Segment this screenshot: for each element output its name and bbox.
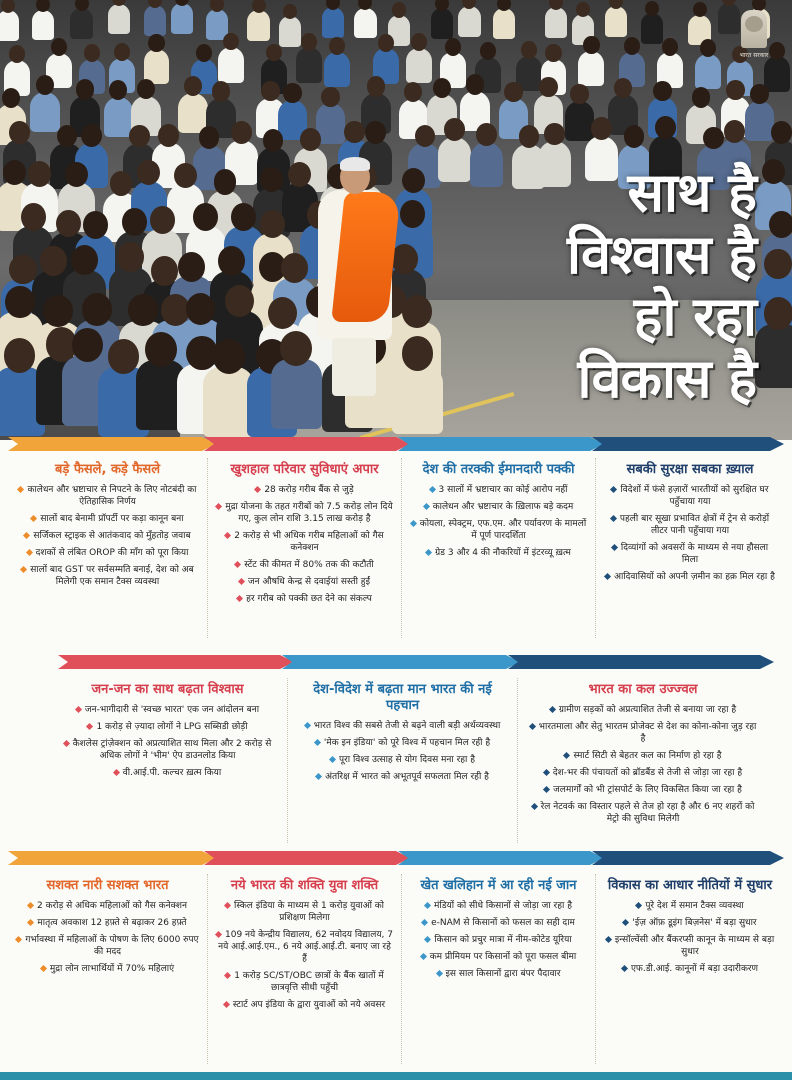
bullet-item bbox=[56, 704, 279, 716]
bullet-icon bbox=[27, 902, 34, 909]
bullet-text: स्मार्ट सिटी से बेहतर कल का निर्माण हो रहा है bbox=[573, 751, 722, 761]
bullet-icon bbox=[224, 532, 231, 539]
section-row1-2 bbox=[402, 458, 596, 638]
bullet-item bbox=[604, 571, 776, 583]
bullet-text: आदिवासियों को अपनी ज़मीन का हक़ मिल रहा है bbox=[614, 572, 775, 582]
bullet-icon bbox=[234, 561, 241, 568]
bullet-text: वी.आई.पी. कल्चर ख़त्म किया bbox=[122, 768, 222, 778]
bullet-item bbox=[526, 750, 760, 762]
bullet-icon bbox=[236, 595, 243, 602]
section-title: बड़े फैसले, कड़े फैसले bbox=[54, 462, 161, 477]
bullet-text: दिव्यांगों को अवसरों के माध्यम से नया हौसला मिला bbox=[620, 543, 769, 565]
bullet-text: कोयला, स्पेक्ट्रम, एफ.एम. और पर्यावरण के मामलों में पूर्ण पारदर्शिता bbox=[419, 519, 587, 541]
arrow-segment bbox=[8, 437, 216, 451]
section-title: नये भारत की शक्ति युवा शक्ति bbox=[230, 878, 379, 893]
bullet-icon bbox=[604, 573, 611, 580]
bullet-item bbox=[410, 934, 587, 946]
bullet-text: 'मेक इन इंडिया' को पूरे विश्व में पहचान मिल रही है bbox=[323, 738, 491, 748]
section-row3-2 bbox=[402, 874, 596, 1064]
bullet-text: इस साल किसानों द्वारा बंपर पैदावार bbox=[445, 969, 561, 979]
bullet-icon bbox=[563, 752, 570, 759]
arrow-strip-2 bbox=[8, 655, 784, 669]
section-row2-2 bbox=[518, 678, 768, 843]
bullet-text: भारत विश्व की सबसे तेजी से बढ़ने वाली बड़ी अर्थव्यवस्था bbox=[313, 721, 501, 731]
arrow-segment bbox=[592, 437, 784, 451]
bullet-item bbox=[410, 518, 587, 542]
bullet-text: 1 करोड़ SC/ST/OBC छात्रों के बैंक खातों में छात्रवृत्ति सीधी पहुँची bbox=[234, 971, 384, 993]
section-title: जन-जन का साथ बढ़ता विश्वास bbox=[91, 682, 244, 697]
arrow-segment bbox=[8, 851, 216, 865]
bullet-icon bbox=[635, 902, 642, 909]
bullet-item bbox=[56, 738, 279, 762]
bullet-icon bbox=[215, 503, 222, 510]
bullet-item bbox=[216, 501, 393, 525]
section-row2-0 bbox=[48, 678, 288, 843]
bullet-text: पूरे देश में समान टैक्स व्यवस्था bbox=[645, 901, 744, 911]
section-title: देश-विदेश में बढ़ता मान भारत की नई पहचान bbox=[313, 682, 492, 713]
bullet-item bbox=[16, 934, 199, 958]
bullet-icon bbox=[543, 786, 550, 793]
bullet-text: मुद्रा योजना के तहत गरीबों को 7.5 करोड़ लोन दिये गए, कुल लोन राशि 3.15 लाख करोड़ है bbox=[225, 502, 393, 524]
bullet-list bbox=[16, 900, 199, 975]
arrow-segment bbox=[58, 655, 294, 669]
bullet-item bbox=[296, 754, 509, 766]
bullet-icon bbox=[610, 486, 617, 493]
bullet-text: 2 करोड़ से भी अधिक गरीब महिलाओं को गैस कनेक्शन bbox=[234, 531, 384, 553]
headline-line-1: साथ है bbox=[627, 161, 756, 224]
bullet-item bbox=[16, 484, 199, 508]
bullet-list bbox=[16, 484, 199, 588]
arrow-segment bbox=[398, 437, 604, 451]
bullet-icon bbox=[424, 902, 431, 909]
section-title: सबकी सुरक्षा सबका ख़्याल bbox=[626, 462, 754, 477]
bullet-list bbox=[56, 704, 279, 779]
bullet-item bbox=[16, 917, 199, 929]
section-title: खुशहाल परिवार सुविधाएं अपार bbox=[230, 462, 379, 477]
bullet-icon bbox=[611, 544, 618, 551]
bullet-item bbox=[216, 576, 393, 588]
bullet-icon bbox=[224, 902, 231, 909]
bullet-icon bbox=[215, 931, 222, 938]
bullet-text: अंतरिक्ष में भारत को अभूतपूर्व सफलता मिल रही है bbox=[325, 772, 489, 782]
bullet-item bbox=[604, 484, 776, 508]
bullet-icon bbox=[26, 549, 33, 556]
bullet-list bbox=[526, 704, 760, 825]
bullet-text: स्टेंट की कीमत में 80% तक की कटौती bbox=[244, 560, 374, 570]
bullet-text: देश-भर की पंचायतों को ब्रॉडबैंड से तेजी से जोड़ा जा रहा है bbox=[552, 768, 743, 778]
bullet-item bbox=[526, 784, 760, 796]
bullet-item bbox=[296, 771, 509, 783]
bullet-item bbox=[604, 542, 776, 566]
bullet-text: विदेशों में फंसे हज़ारों भारतीयों को सुरक्षित घर पहुँचाया गया bbox=[620, 485, 769, 507]
arrow-segment bbox=[282, 655, 520, 669]
bullet-icon bbox=[63, 740, 70, 747]
section-title: विकास का आधार नीतियों में सुधार bbox=[607, 878, 773, 893]
leader-figure bbox=[300, 160, 410, 400]
bullet-text: 28 करोड़ गरीब बैंक से जुड़े bbox=[264, 485, 354, 495]
arrow-segment bbox=[592, 851, 784, 865]
bullet-item bbox=[410, 917, 587, 929]
bullet-text: ग्रेड 3 और 4 की नौकरियों में इंटरव्यू ख़त्म bbox=[435, 548, 571, 558]
bullet-icon bbox=[315, 773, 322, 780]
bullet-list bbox=[410, 900, 587, 980]
bullet-text: इन्सॉल्वेंसी और बैंकरप्सी कानून के माध्यम से बड़ा सुधार bbox=[614, 935, 775, 957]
bullet-text: भारतमाला और सेतु भारतम प्रोजेक्ट से देश का कोना-कोना जुड़ रहा है bbox=[538, 722, 757, 744]
bullet-item bbox=[16, 900, 199, 912]
section-row1-0 bbox=[8, 458, 208, 638]
bullet-text: मंडियों को सीधे किसानों से जोड़ा जा रहा है bbox=[434, 901, 572, 911]
bullet-item bbox=[296, 737, 509, 749]
bullet-icon bbox=[410, 520, 417, 527]
section-row2-1 bbox=[288, 678, 518, 843]
bullet-text: e-NAM से किसानों को फसल का सही दाम bbox=[431, 918, 575, 928]
bullet-icon bbox=[543, 769, 550, 776]
bullet-icon bbox=[610, 515, 617, 522]
section-row-1 bbox=[8, 458, 784, 638]
bullet-icon bbox=[254, 486, 261, 493]
emblem-text: भारत सरकार bbox=[739, 52, 769, 59]
bullet-text: किसान को प्रचुर मात्रा में नीम-कोटेड यूरिया bbox=[434, 935, 572, 945]
bullet-icon bbox=[424, 936, 431, 943]
bullet-item bbox=[216, 900, 393, 924]
bullet-icon bbox=[15, 936, 22, 943]
section-row-3 bbox=[8, 874, 784, 1064]
bullet-text: जलमार्गों को भी ट्रांसपोर्ट के लिए विकसित किया जा रहा है bbox=[553, 785, 742, 795]
bullet-item bbox=[216, 593, 393, 605]
bullet-icon bbox=[20, 566, 27, 573]
headline-line-4: विकास है bbox=[577, 347, 756, 410]
bullet-text: जन औषधि केन्द्र से दवाईयां सस्ती हुईं bbox=[248, 577, 370, 587]
hero-photo bbox=[0, 0, 792, 440]
bullet-text: स्टार्ट अप इंडिया के द्वारा युवाओं को नये अवसर bbox=[232, 1000, 386, 1010]
bullet-item bbox=[16, 530, 199, 542]
bullet-item bbox=[16, 963, 199, 975]
headline-line-3: हो रहा bbox=[633, 285, 756, 348]
bullet-icon bbox=[420, 953, 427, 960]
bullet-item bbox=[526, 767, 760, 779]
arrow-segment bbox=[508, 655, 774, 669]
bullet-item bbox=[410, 484, 587, 496]
bullet-icon bbox=[531, 803, 538, 810]
bullet-text: कालेधन और भ्रष्टाचार से निपटने के लिए नोटबंदी का ऐतिहासिक निर्णय bbox=[27, 485, 197, 507]
arrow-segment bbox=[204, 437, 410, 451]
arrow-segment bbox=[398, 851, 604, 865]
bullet-icon bbox=[425, 549, 432, 556]
bullet-icon bbox=[238, 578, 245, 585]
bullet-item bbox=[604, 963, 776, 975]
bullet-item bbox=[410, 951, 587, 963]
bullet-icon bbox=[75, 706, 82, 713]
bullet-icon bbox=[421, 919, 428, 926]
bullet-list bbox=[296, 720, 509, 783]
bullet-icon bbox=[529, 723, 536, 730]
bullet-item bbox=[526, 801, 760, 825]
section-row1-3 bbox=[596, 458, 784, 638]
bullet-icon bbox=[86, 723, 93, 730]
section-title: देश की तरक्की ईमानदारी पक्की bbox=[422, 462, 575, 477]
bullet-item bbox=[604, 513, 776, 537]
bullet-text: 109 नये केन्द्रीय विद्यालय, 62 नवोदय विद्यालय, 7 नये आई.आई.एम., 6 नये आई.आई.टी. बनाए जा रहे हैं bbox=[218, 930, 393, 964]
bullet-icon bbox=[549, 706, 556, 713]
footer-bar bbox=[0, 1072, 792, 1080]
bullet-icon bbox=[605, 936, 612, 943]
headline bbox=[396, 162, 756, 410]
bullet-item bbox=[604, 900, 776, 912]
bullet-list bbox=[604, 900, 776, 975]
section-title: सशक्त नारी सशक्त भारत bbox=[46, 878, 169, 893]
bullet-icon bbox=[423, 503, 430, 510]
bullet-item bbox=[56, 767, 279, 779]
bullet-icon bbox=[23, 532, 30, 539]
bullet-icon bbox=[304, 722, 311, 729]
bullet-icon bbox=[40, 965, 47, 972]
bullet-item bbox=[216, 484, 393, 496]
bullet-text: मातृत्व अवकाश 12 हफ़्ते से बढ़ाकर 26 हफ़्ते bbox=[37, 918, 187, 928]
arrow-segment bbox=[204, 851, 410, 865]
headline-line-2: विश्वास है bbox=[567, 223, 756, 286]
section-title: भारत का कल उज्ज्वल bbox=[588, 682, 698, 697]
bullet-list bbox=[216, 484, 393, 605]
bullet-text: एफ.डी.आई. कानूनों में बड़ा उदारीकरण bbox=[630, 964, 759, 974]
bullet-text: सर्जिकल स्ट्राइक से आतंकवाद को मुँहतोड़ जवाब bbox=[33, 531, 191, 541]
bullet-item bbox=[16, 513, 199, 525]
bullet-text: सालों बाद बेनामी प्रॉपर्टी पर कड़ा कानून बना bbox=[40, 514, 184, 524]
bullet-item bbox=[604, 917, 776, 929]
bullet-item bbox=[216, 559, 393, 571]
bullet-text: कालेधन और भ्रष्टाचार के ख़िलाफ बड़े कदम bbox=[432, 502, 574, 512]
bullet-icon bbox=[621, 965, 628, 972]
bullet-text: दशकों से लंबित OROP की माँग को पूरा किया bbox=[35, 548, 189, 558]
bullet-text: मुद्रा लोन लाभार्थियों में 70% महिलाएं bbox=[49, 964, 175, 974]
national-emblem bbox=[730, 10, 778, 59]
emblem-icon bbox=[741, 10, 767, 48]
section-row1-1 bbox=[208, 458, 402, 638]
bullet-item bbox=[410, 968, 587, 980]
bullet-icon bbox=[329, 756, 336, 763]
bullet-text: हर गरीब को पक्की छत देने का संकल्प bbox=[246, 594, 372, 604]
bullet-text: सालों बाद GST पर सर्वसम्मति बनाई, देश को अब मिलेगी एक समान टैक्स व्यवस्था bbox=[30, 565, 194, 587]
bullet-icon bbox=[435, 970, 442, 977]
bullet-text: 1 करोड़ से ज़्यादा लोगों ने LPG सब्सिडी छोड़ी bbox=[96, 722, 248, 732]
bullet-item bbox=[410, 547, 587, 559]
bullet-list bbox=[410, 484, 587, 559]
bullet-icon bbox=[428, 486, 435, 493]
bullet-text: ग्रामीण सड़कों को अप्रत्याशित तेजी से बनाया जा रहा है bbox=[558, 705, 737, 715]
section-row3-0 bbox=[8, 874, 208, 1064]
bullet-text: गर्भावस्था में महिलाओं के पोषण के लिए 6000 रुपए की मदद bbox=[25, 935, 199, 957]
bullet-text: 'ईज़ ऑफ़ डूइंग बिज़नेस' में बड़ा सुधार bbox=[632, 918, 757, 928]
bullet-text: कैशलेस ट्रांज़ेक्शन को अप्रत्याशित साथ मिला और 2 करोड़ से अधिक लोगों ने 'भीम' ऐप डाउनलोड किया bbox=[72, 739, 272, 761]
bullet-text: रेल नेटवर्क का विस्तार पहले से तेज हो रहा है और 6 नए शहरों को मेट्रो की सुविधा मिलेगी bbox=[540, 802, 755, 824]
bullet-text: 2 करोड़ से अधिक महिलाओं को गैस कनेक्शन bbox=[36, 901, 188, 911]
bullet-item bbox=[410, 900, 587, 912]
bullet-text: कम प्रीमियम पर किसानों को पूरा फसल बीमा bbox=[429, 952, 577, 962]
bullet-icon bbox=[622, 919, 629, 926]
bullet-icon bbox=[17, 486, 24, 493]
arrow-strip-3 bbox=[8, 851, 784, 865]
bullet-item bbox=[296, 720, 509, 732]
bullet-icon bbox=[224, 972, 231, 979]
bullet-icon bbox=[30, 515, 37, 522]
bullet-list bbox=[604, 484, 776, 583]
arrow-strip-1 bbox=[8, 437, 784, 451]
bullet-text: स्किल इंडिया के माध्यम से 1 करोड़ युवाओं को प्रशिक्षण मिलेगा bbox=[233, 901, 384, 923]
section-title: खेत खलिहान में आ रही नई जान bbox=[420, 878, 577, 893]
bullet-icon bbox=[314, 739, 321, 746]
section-row3-3 bbox=[596, 874, 784, 1064]
bullet-item bbox=[216, 970, 393, 994]
bullet-item bbox=[16, 547, 199, 559]
bullet-text: जन-भागीदारी से 'स्वच्छ भारत' एक जन आंदोलन बना bbox=[84, 705, 260, 715]
section-row3-1 bbox=[208, 874, 402, 1064]
bullet-item bbox=[410, 501, 587, 513]
bullet-item bbox=[16, 564, 199, 588]
bullet-item bbox=[604, 934, 776, 958]
bullet-text: पहली बार सूखा प्रभावित क्षेत्रों में ट्रेन से करोड़ों लीटर पानी पहुँचाया गया bbox=[619, 514, 770, 536]
bullet-icon bbox=[113, 769, 120, 776]
bullet-text: 3 सालों में भ्रष्टाचार का कोई आरोप नहीं bbox=[438, 485, 568, 495]
bullet-item bbox=[526, 721, 760, 745]
bullet-item bbox=[216, 530, 393, 554]
bullet-item bbox=[216, 999, 393, 1011]
bullet-item bbox=[216, 929, 393, 965]
bullet-icon bbox=[27, 919, 34, 926]
bullet-text: पूरा विश्व उत्साह से योग दिवस मना रहा है bbox=[338, 755, 476, 765]
bullet-list bbox=[216, 900, 393, 1011]
section-row-2 bbox=[48, 678, 768, 843]
bullet-icon bbox=[223, 1001, 230, 1008]
bullet-item bbox=[526, 704, 760, 716]
bullet-item bbox=[56, 721, 279, 733]
